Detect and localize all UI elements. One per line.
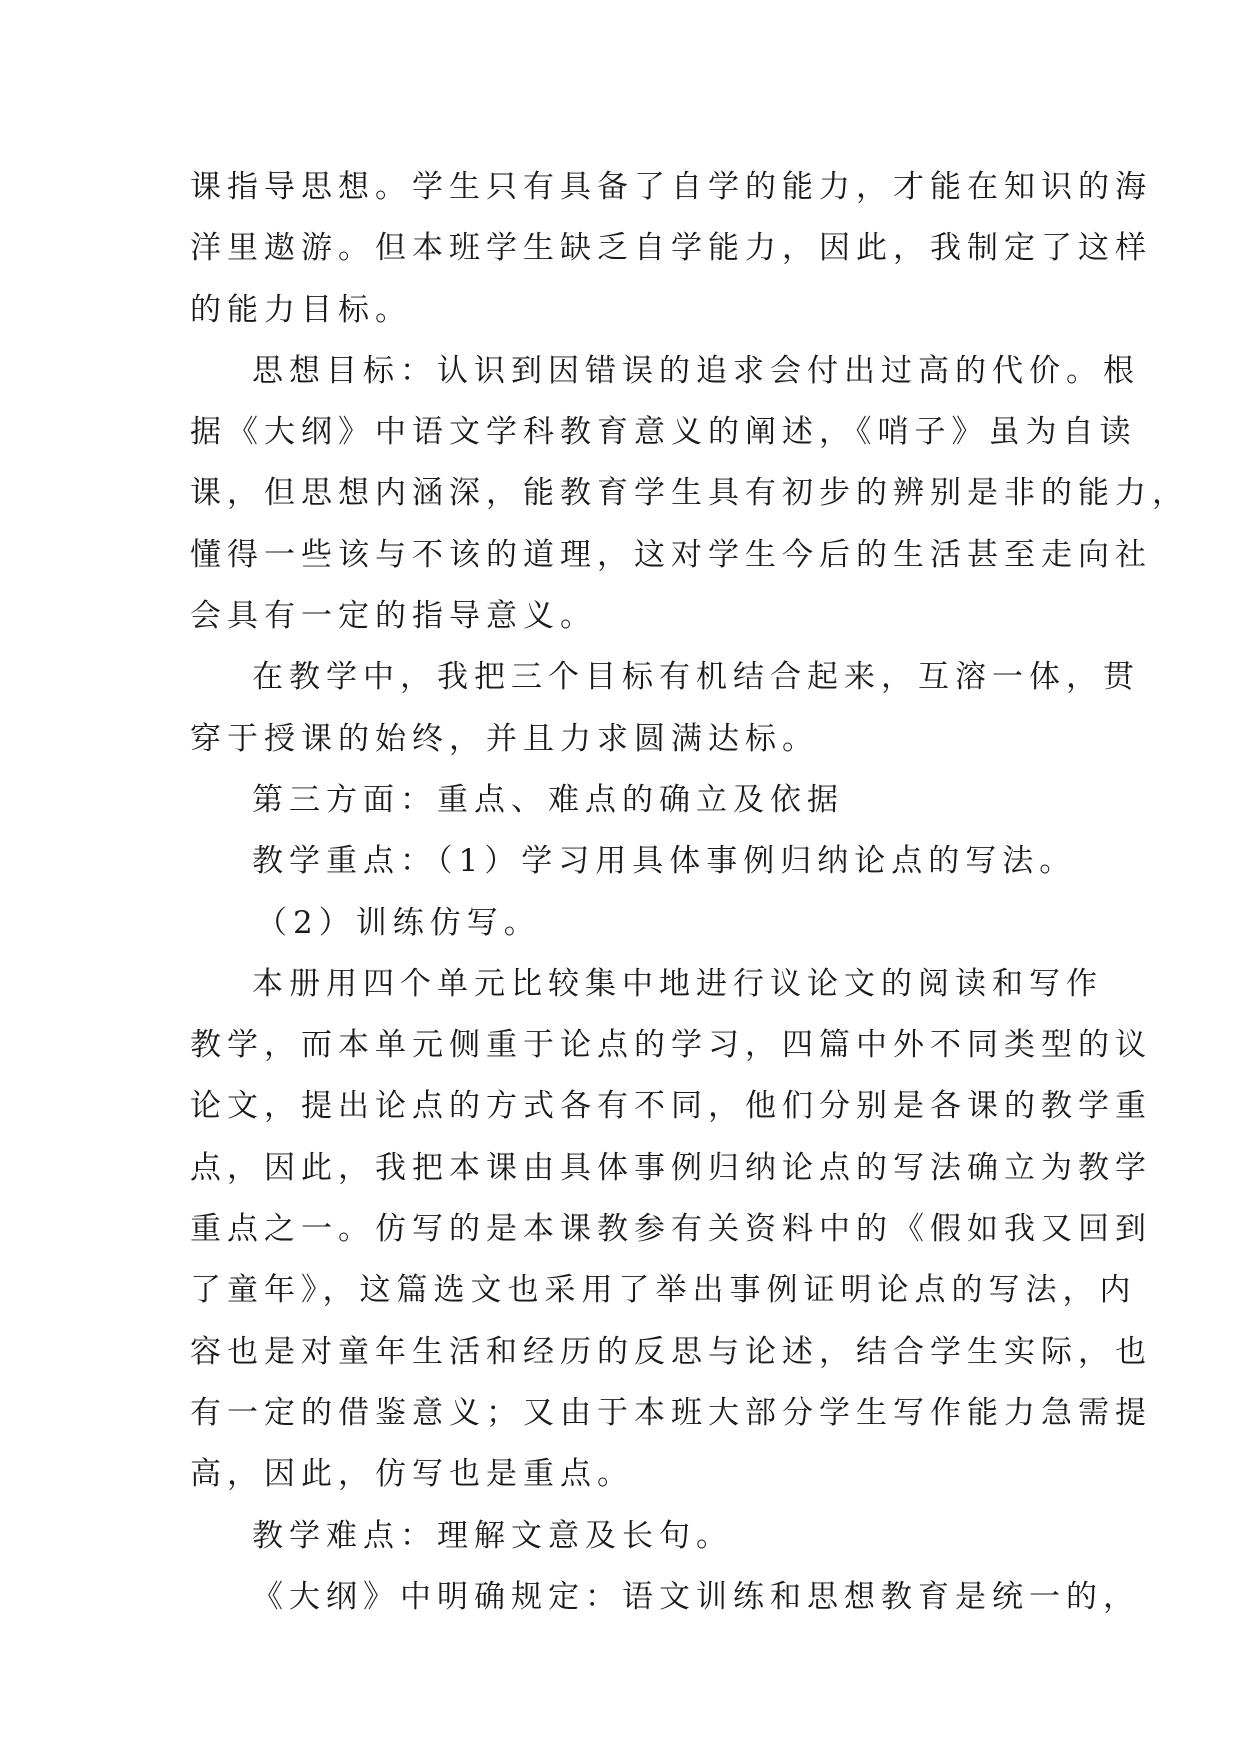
text-line: 了童年》，这篇选文也采用了举出事例证明论点的写法，内	[190, 1272, 1137, 1309]
text-line: 在教学中，我把三个目标有机结合起来，互溶一体，贯	[252, 659, 1140, 696]
text-line: 课，但思想内涵深，能教育学生具有初步的辨别是非的能力，	[190, 475, 1189, 512]
text-line: 论文，提出论点的方式各有不同，他们分别是各课的教学重	[190, 1088, 1152, 1125]
text-line: 教学难点：理解文意及长句。	[252, 1517, 733, 1554]
text-line: 容也是对童年生活和经历的反思与论述，结合学生实际，也	[190, 1333, 1152, 1370]
text-line: 懂得一些该与不该的道理，这对学生今后的生活甚至走向社	[190, 536, 1152, 573]
text-line: （2）训练仿写。	[256, 904, 541, 941]
text-line: 《大纲》中明确规定：语文训练和思想教育是统一的，	[252, 1578, 1140, 1615]
text-line: 穿于授课的始终，并且力求圆满达标。	[190, 720, 819, 757]
text-line: 教学重点：（1）学习用具体事例归纳论点的写法。	[252, 843, 1077, 880]
text-line: 思想目标：认识到因错误的追求会付出过高的代价。根	[252, 352, 1140, 389]
text-line: 会具有一定的指导意义。	[190, 598, 597, 635]
text-line: 重点之一。仿写的是本课教参有关资料中的《假如我又回到	[190, 1211, 1152, 1248]
text-line: 据《大纲》中语文学科教育意义的阐述，《哨子》虽为自读	[190, 414, 1137, 451]
text-line: 的能力目标。	[190, 291, 412, 328]
text-line: 有一定的借鉴意义；又由于本班大部分学生写作能力急需提	[190, 1394, 1152, 1431]
text-line: 第三方面：重点、难点的确立及依据	[252, 781, 844, 818]
text-line: 本册用四个单元比较集中地进行议论文的阅读和写作	[252, 965, 1103, 1002]
document-body	[190, 157, 1189, 1628]
text-line: 高，因此，仿写也是重点。	[190, 1456, 634, 1493]
text-line: 教学，而本单元侧重于论点的学习，四篇中外不同类型的议	[190, 1027, 1152, 1064]
text-line: 点，因此，我把本课由具体事例归纳论点的写法确立为教学	[190, 1149, 1152, 1186]
text-line: 洋里遨游。但本班学生缺乏自学能力，因此，我制定了这样	[190, 230, 1152, 267]
text-line: 课指导思想。学生只有具备了自学的能力，才能在知识的海	[190, 169, 1152, 205]
